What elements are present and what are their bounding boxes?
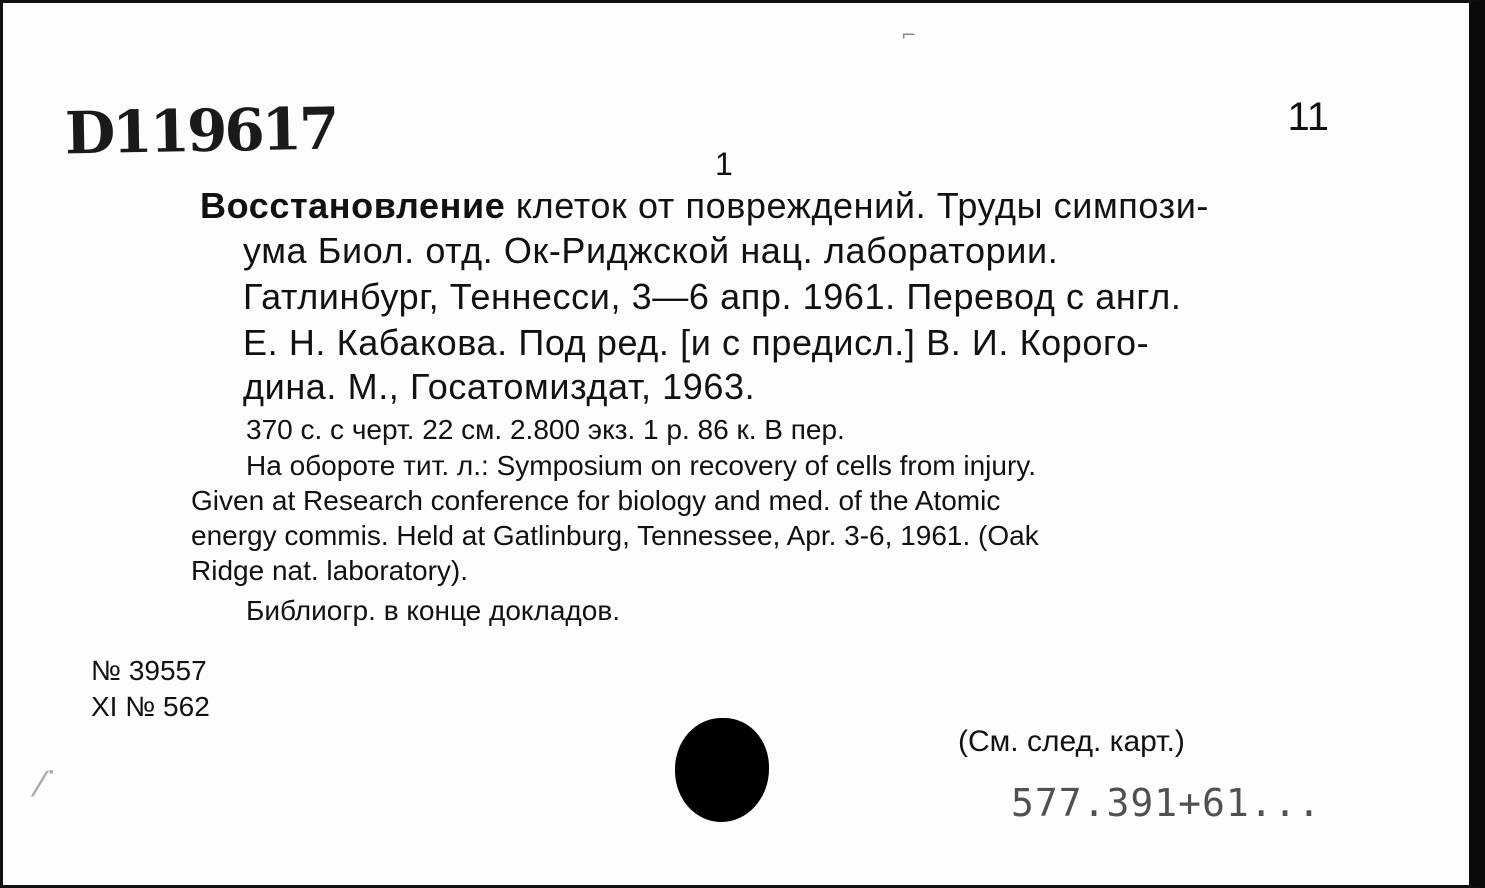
card-number: 11 <box>1287 95 1329 139</box>
note-line: energy commis. Held at Gatlinburg, Tennessee, Apr. 3-6, 1961. (Oak <box>191 520 1039 551</box>
bibliography-note: Библиогр. в конце докладов. <box>246 595 620 626</box>
inventory-number: № 39557 <box>91 655 207 686</box>
description-line: дина. М., Госатомиздат, 1963. <box>243 366 756 407</box>
title-line <box>200 184 1209 228</box>
title-heading: Восстановление <box>200 185 506 226</box>
description-line: Гатлинбург, Теннесси, 3—6 апр. 1961. Перевод с англ. <box>243 276 1182 317</box>
punch-hole <box>675 718 769 822</box>
handwritten-call-number: D119617 <box>64 94 338 168</box>
stray-mark-icon: ⌐ <box>901 25 917 46</box>
description-line: ума Биол. отд. Ок-Риджской нац. лаборатории. <box>243 230 1059 271</box>
entry-number: 1 <box>715 146 733 182</box>
description-line: Е. Н. Кабакова. Под ред. [и с предисл.] В. И. Корого- <box>243 322 1150 363</box>
note-line: Given at Research conference for biology and med. of the Atomic <box>191 485 1001 516</box>
note-line: На обороте тит. л.: Symposium on recovery of cells from injury. <box>246 450 1036 481</box>
stray-pencil-mark-icon: ⁄˙ <box>37 765 60 805</box>
classification-code: 577.391+61... <box>1011 781 1322 825</box>
collation-line: 370 с. с черт. 22 см. 2.800 экз. 1 р. 86 к. В пер. <box>246 414 845 445</box>
note-line: Ridge nat. laboratory). <box>191 555 469 586</box>
see-next-card-note: (См. след. карт.) <box>958 725 1185 758</box>
inventory-number-secondary: XI № 562 <box>91 691 210 722</box>
title-rest: клеток от повреждений. Труды симпози- <box>505 185 1210 226</box>
